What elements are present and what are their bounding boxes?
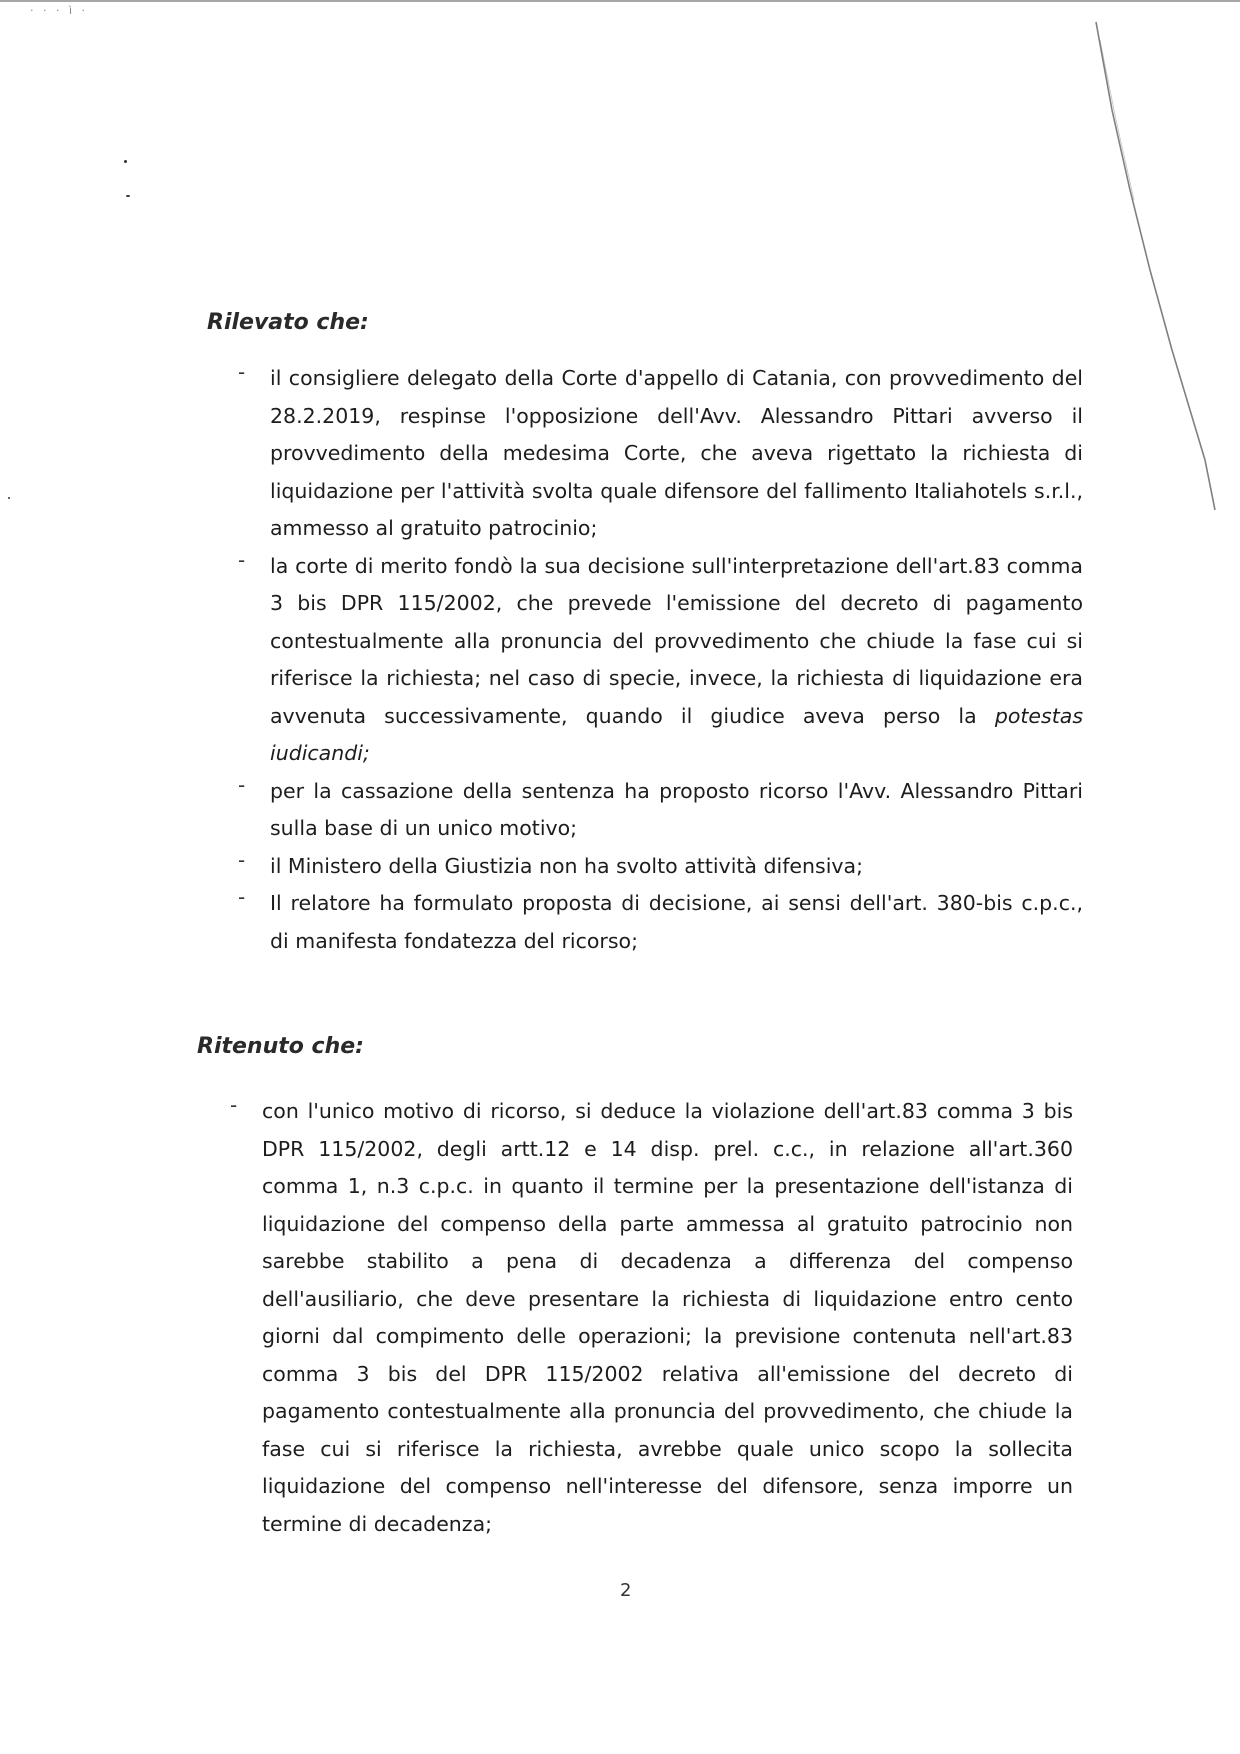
item-text: per la cassazione della sentenza ha proposto ricorso l'Avv. Alessandro Pittari sulla base di un unico motivo; [270, 778, 1083, 840]
ritenuto-list [230, 1093, 1073, 1543]
item-text-italic: potestas iudicandi; [270, 703, 1083, 765]
dash-bullet: - [238, 847, 246, 872]
list-item [238, 773, 1083, 848]
scan-corner-mark: · · · ì · [30, 4, 89, 17]
section-heading-rilevato: Rilevato che: [207, 310, 369, 335]
item-text: il consigliere delegato della Corte d'appello di Catania, con provvedimento del 28.2.2019, respinse l'opposizione dell'Avv. Alessandro Pittari avverso il provvedimento della medesima Corte, che aveva rigettato la richiesta di liquidazione per l'attività svolta quale difensore del fallimento Italiahotels s.r.l., ammesso al gratuito patrocinio; [270, 366, 1083, 540]
list-item [238, 885, 1083, 960]
dash-bullet: - [230, 1093, 238, 1117]
section-heading-ritenuto: Ritenuto che: [197, 1034, 364, 1059]
list-item [238, 548, 1083, 773]
item-text: Il relatore ha formulato proposta di decisione, ai sensi dell'art. 380-bis c.p.c., di manifesta fondatezza del ricorso; [270, 891, 1083, 953]
item-text: il Ministero della Giustizia non ha svolto attività difensiva; [270, 853, 864, 878]
dash-bullet: - [238, 772, 246, 797]
dash-bullet: - [238, 547, 246, 572]
list-item [238, 360, 1083, 548]
item-text [270, 548, 1083, 773]
dash-bullet: - [238, 885, 246, 909]
list-item [230, 1093, 1073, 1543]
item-text-main: la corte di merito fondò la sua decisione sull'interpretazione dell'art.83 comma 3 bis DPR 115/2002, che prevede l'emissione del decreto di pagamento contestualmente alla pronuncia del provvedimento che chiude la fase cui si riferisce la richiesta; nel caso di specie, invece, la richiesta di liquidazione era avvenuta successivamente, quando il giudice aveva perso la [270, 553, 1083, 728]
list-item [238, 848, 1083, 886]
page-number: 2 [620, 1580, 632, 1601]
dash-bullet: - [238, 360, 246, 384]
item-text: con l'unico motivo di ricorso, si deduce la violazione dell'art.83 comma 3 bis DPR 115/2002, degli artt.12 e 14 disp. prel. c.c., in relazione all'art.360 comma 1, n.3 c.p.c. in quanto il termine per la presentazione dell'istanza di liquidazione del compenso della parte ammessa al gratuito patrocinio non sarebbe stabilito a pena di decadenza a differenza del compenso dell'ausiliario, che deve presentare la richiesta di liquidazione entro cento giorni dal compimento delle operazioni; la previsione contenuta nell'art.83 comma 3 bis del DPR 115/2002 relativa all'emissione del decreto di pagamento contestualmente alla pronuncia del provvedimento, che chiude la fase cui si riferisce la richiesta, avrebbe quale unico scopo la sollecita liquidazione del compenso nell'interesse del difensore, senza imporre un termine di decadenza; [262, 1099, 1073, 1536]
rilevato-list [238, 360, 1083, 960]
